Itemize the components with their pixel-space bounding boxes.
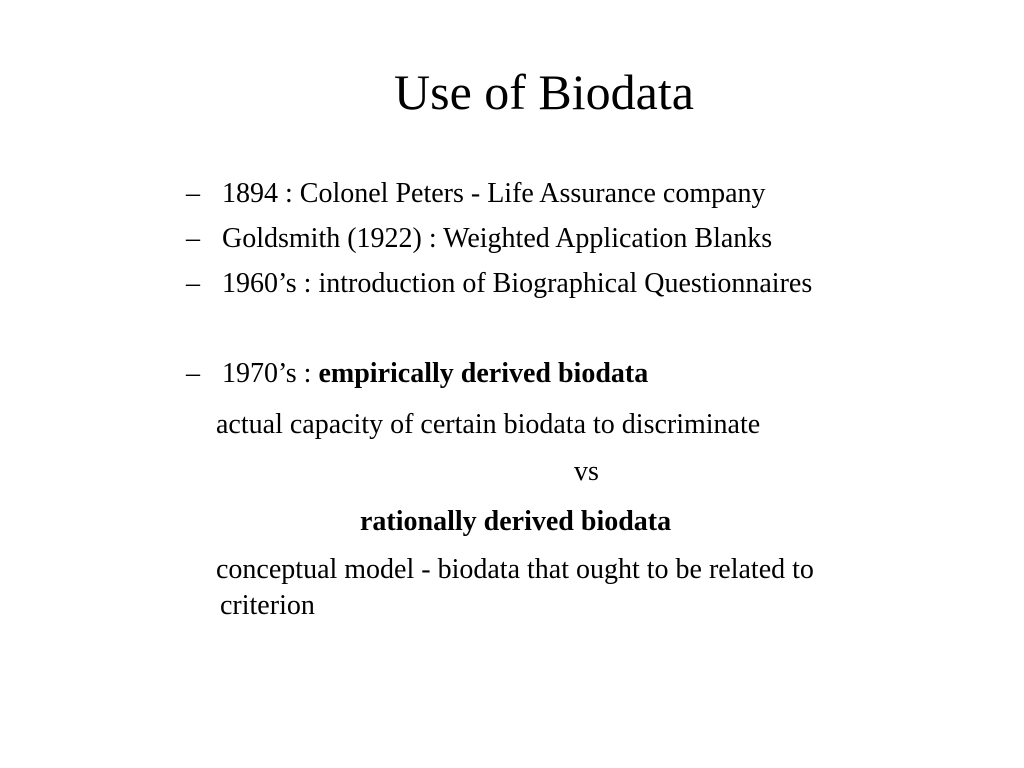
rational-heading: rationally derived biodata [360, 506, 672, 537]
bullet-text: 1894 : Colonel Peters - Life Assurance company [222, 178, 766, 209]
slide-title: Use of Biodata [394, 64, 694, 120]
bullet-text-bold: empirically derived biodata [318, 358, 649, 389]
empirical-description: actual capacity of certain biodata to discriminate [216, 409, 761, 440]
bullet-text: 1960’s : introduction of Biographical Questionnaires [222, 268, 813, 299]
rational-description-line-1: conceptual model - biodata that ought to be related to [216, 554, 814, 585]
bullet-item-1970s [186, 357, 648, 391]
bullet-item-1894 [186, 177, 766, 211]
bullet-dash: – [186, 223, 200, 254]
bullet-dash: – [186, 358, 200, 389]
rational-description-line-2: criterion [220, 590, 315, 621]
bullet-dash: – [186, 178, 200, 209]
bullet-text: Goldsmith (1922) : Weighted Application Blanks [222, 223, 773, 254]
versus-label: vs [574, 456, 599, 487]
bullet-item-1960s [186, 267, 812, 301]
bullet-text-plain: 1970’s : [222, 358, 319, 389]
bullet-dash: – [186, 268, 200, 299]
bullet-item-goldsmith [186, 222, 772, 256]
